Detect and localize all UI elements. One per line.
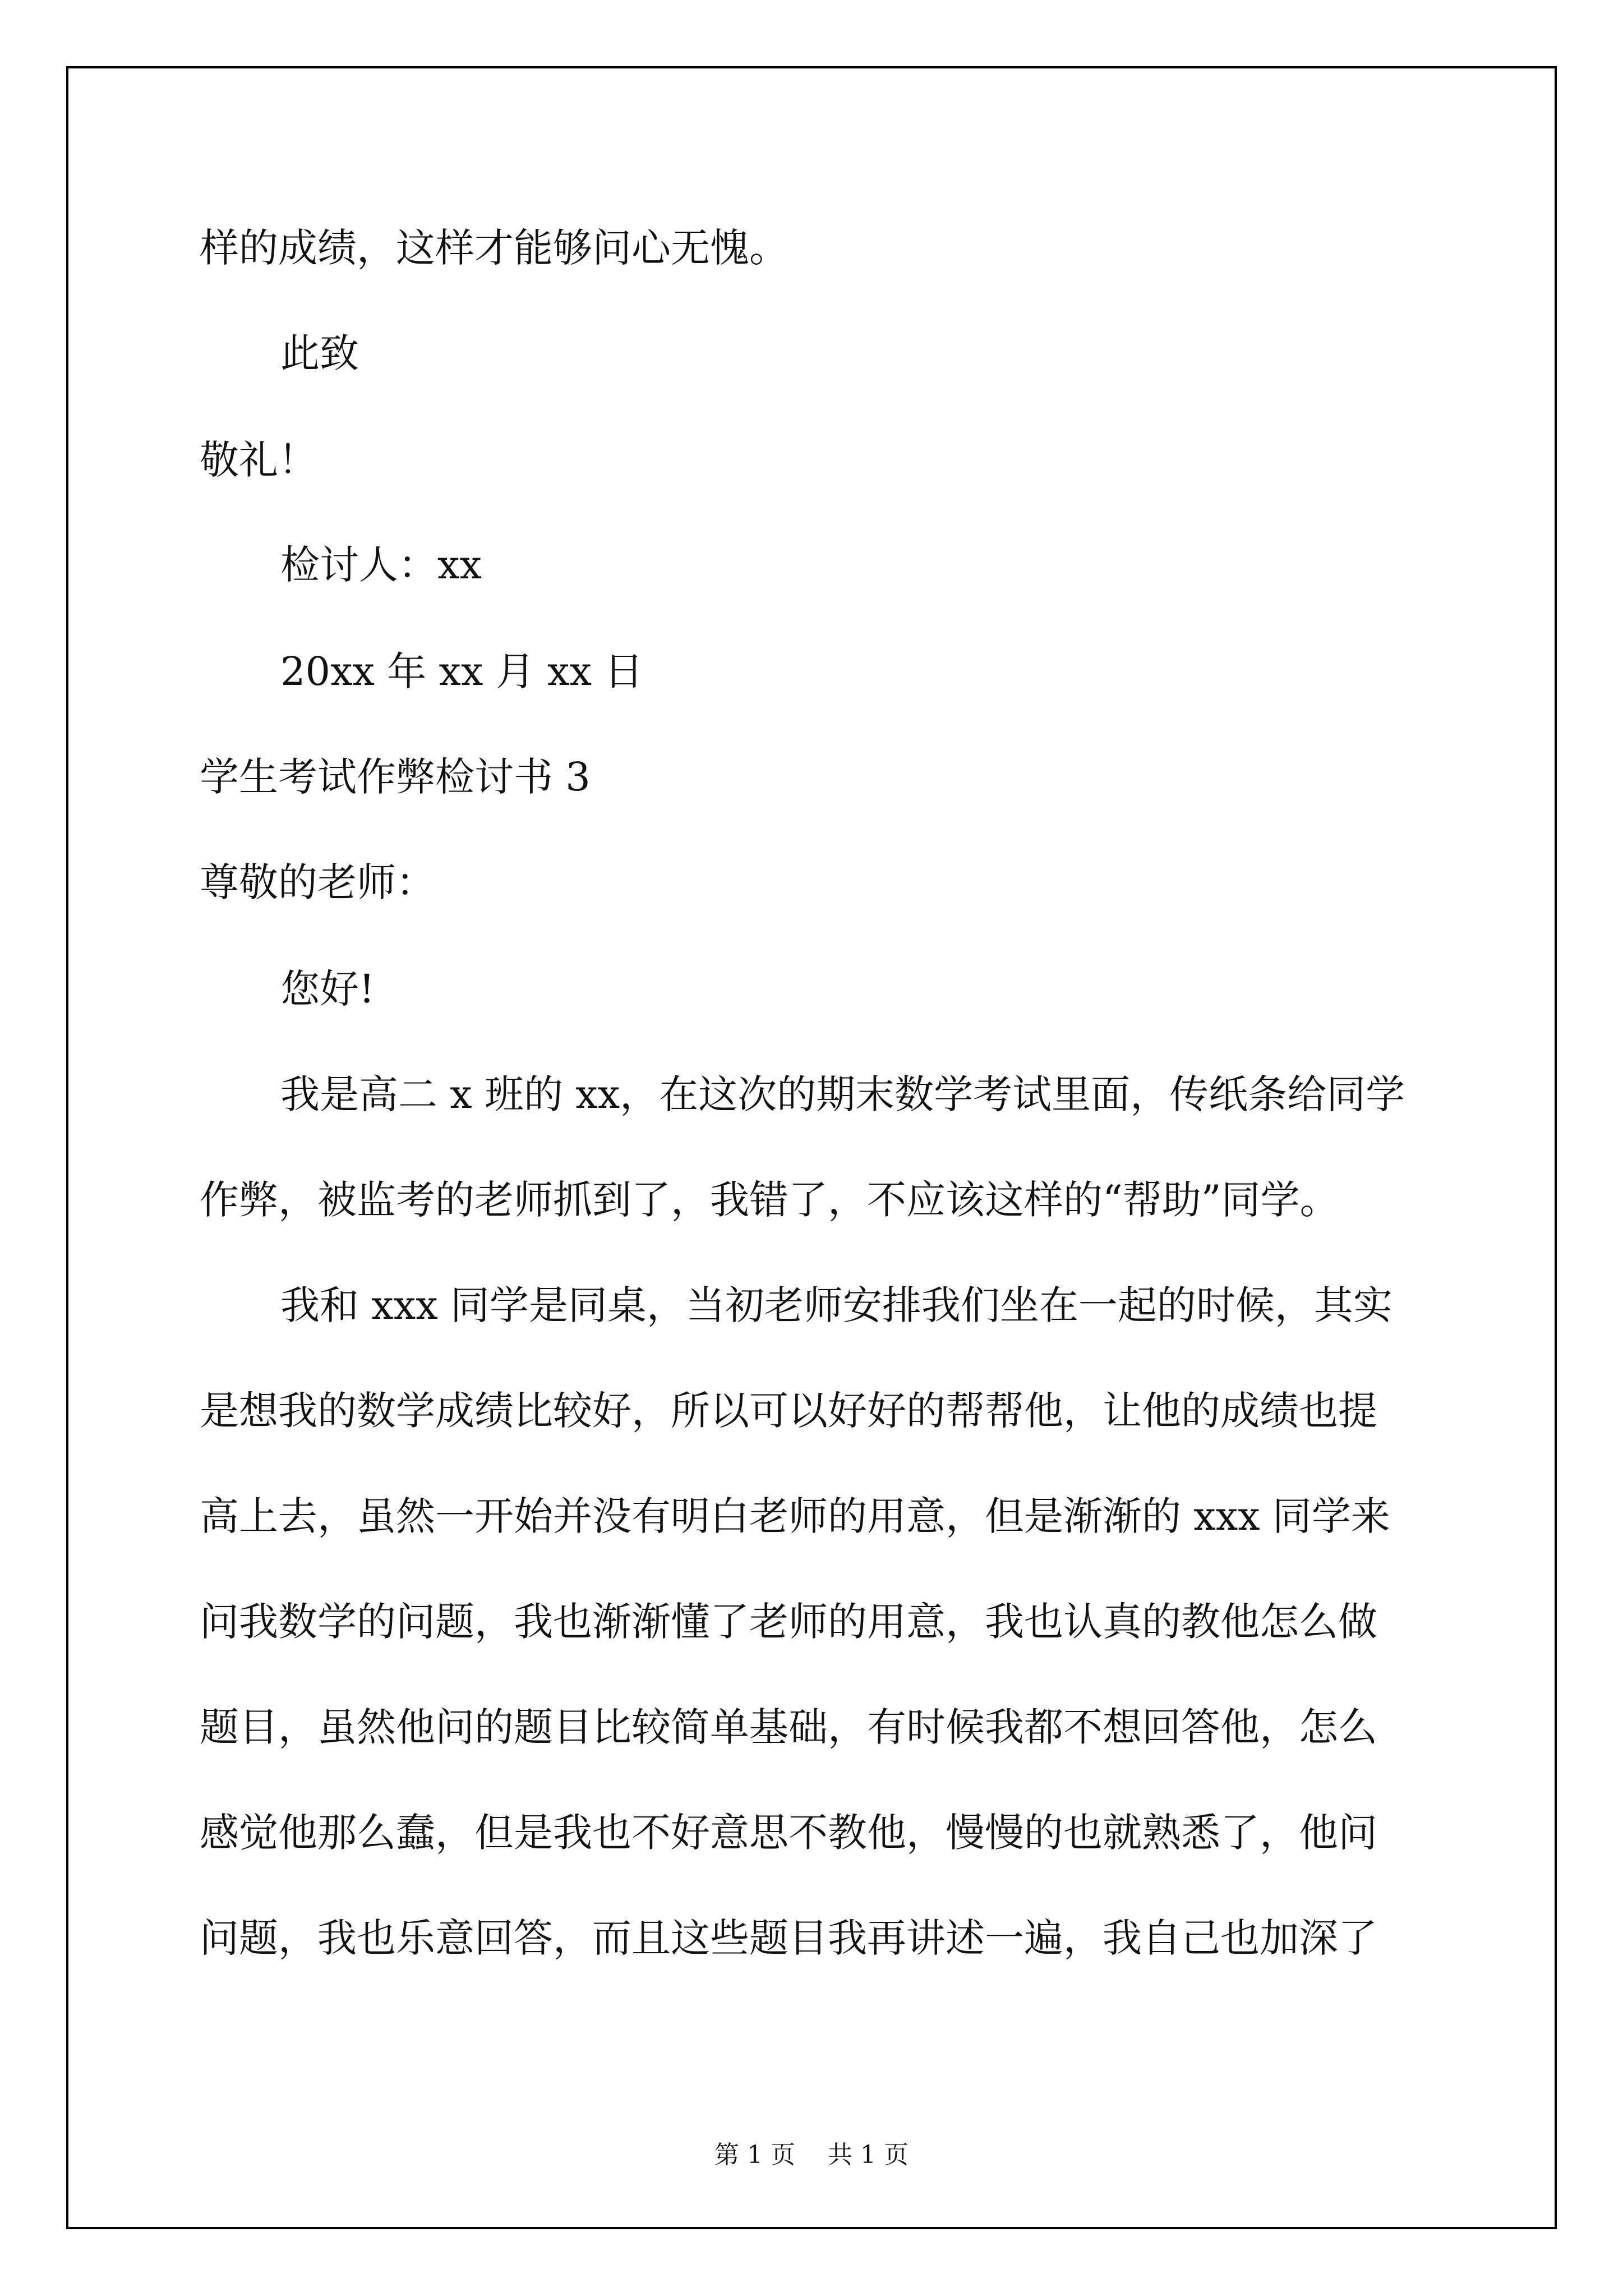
greeting-hello: 您好!	[280, 966, 375, 1012]
paragraph-line: 问我数学的问题，我也渐渐懂了老师的用意，我也认真的教他怎么做	[200, 1599, 1377, 1645]
page-number-footer: 第 1 页 共 1 页	[714, 2141, 909, 2169]
paragraph-line: 感觉他那么蠢，但是我也不好意思不教他，慢慢的也就熟悉了，他问	[200, 1810, 1377, 1856]
paragraph-line: 我是高二 x 班的 xx，在这次的期末数学考试里面，传纸条给同学	[280, 1071, 1405, 1117]
signature-author: 检讨人：xx	[280, 542, 482, 588]
text-line-1: 样的成绩，这样才能够问心无愧。	[200, 225, 789, 271]
closing-respect: 敬礼！	[200, 437, 317, 483]
paragraph-line: 高上去，虽然一开始并没有明白老师的用意，但是渐渐的 xxx 同学来	[200, 1493, 1390, 1539]
greeting-recipient: 尊敬的老师：	[200, 859, 435, 905]
paragraph-line: 作弊，被监考的老师抓到了，我错了，不应该这样的“帮助”同学。	[200, 1177, 1339, 1223]
paragraph-line: 问题，我也乐意回答，而且这些题目我再讲述一遍，我自己也加深了	[200, 1915, 1377, 1961]
closing-salutation: 此致	[280, 330, 359, 376]
paragraph-line: 是想我的数学成绩比较好，所以可以好好的帮帮他，让他的成绩也提	[200, 1388, 1377, 1434]
page-border	[66, 66, 1557, 2229]
paragraph-line: 我和 xxx 同学是同桌，当初老师安排我们坐在一起的时候，其实	[280, 1282, 1393, 1328]
signature-date: 20xx 年 xx 月 xx 日	[280, 648, 644, 694]
section-title: 学生考试作弊检讨书 3	[200, 754, 591, 800]
paragraph-line: 题目，虽然他问的题目比较简单基础，有时候我都不想回答他，怎么	[200, 1704, 1377, 1750]
